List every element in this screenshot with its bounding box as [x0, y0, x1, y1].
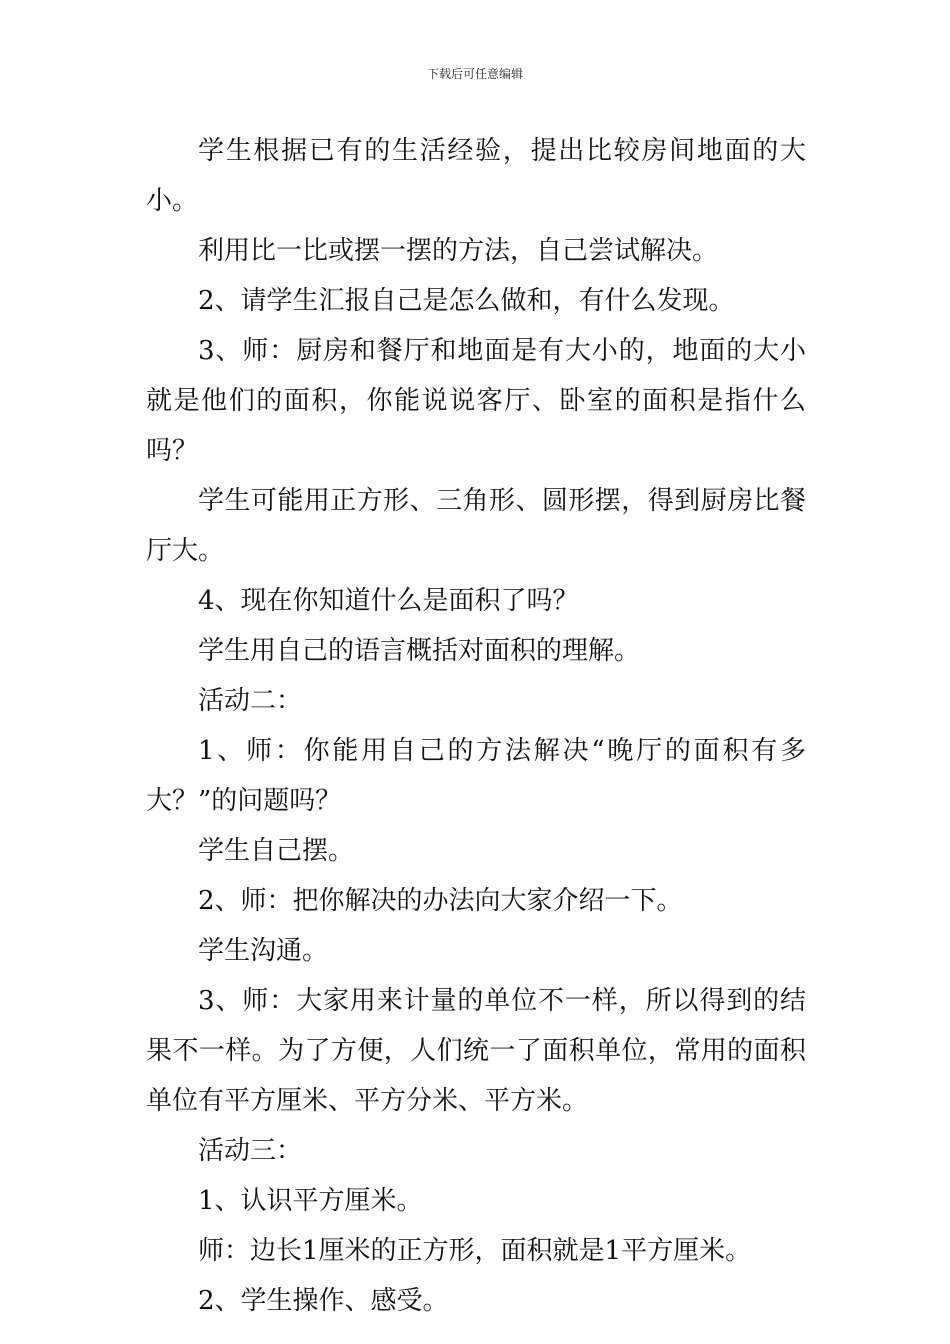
section-heading: 活动二：	[198, 686, 303, 716]
paragraph: 1、师：你能用自己的方法解决“晚厅的面积有多大？”的问题吗？	[146, 736, 806, 816]
paragraph: 学生可能用正方形、三角形、圆形摆，得到厨房比餐厅大。	[146, 486, 806, 566]
paragraph: 3、师：厨房和餐厅和地面是有大小的，地面的大小就是他们的面积，你能说说客厅、卧室的面积是指什么吗？	[146, 336, 806, 466]
paragraph: 2、学生操作、感受。	[198, 1286, 449, 1316]
section-heading: 活动三：	[198, 1136, 303, 1166]
paragraph: 学生用自己的语言概括对面积的理解。	[198, 636, 641, 666]
paragraph: 2、请学生汇报自己是怎么做和，有什么发现。	[198, 286, 735, 316]
paragraph: 4、现在你知道什么是面积了吗？	[198, 586, 579, 616]
paragraph: 2、师：把你解决的办法向大家介绍一下。	[198, 886, 683, 916]
paragraph: 学生自己摆。	[198, 836, 355, 866]
document-body	[146, 126, 806, 1326]
page-header: 下载后可任意编辑	[426, 67, 523, 81]
paragraph: 1、认识平方厘米。	[198, 1186, 423, 1216]
paragraph: 学生沟通。	[198, 936, 329, 966]
paragraph: 师：边长1厘米的正方形，面积就是1平方厘米。	[198, 1236, 752, 1266]
paragraph: 学生根据已有的生活经验，提出比较房间地面的大小。	[146, 136, 806, 216]
paragraph: 利用比一比或摆一摆的方法，自己尝试解决。	[198, 236, 719, 266]
paragraph: 3、师：大家用来计量的单位不一样，所以得到的结果不一样。为了方便，人们统一了面积单位，常用的面积单位有平方厘米、平方分米、平方米。	[146, 986, 806, 1116]
